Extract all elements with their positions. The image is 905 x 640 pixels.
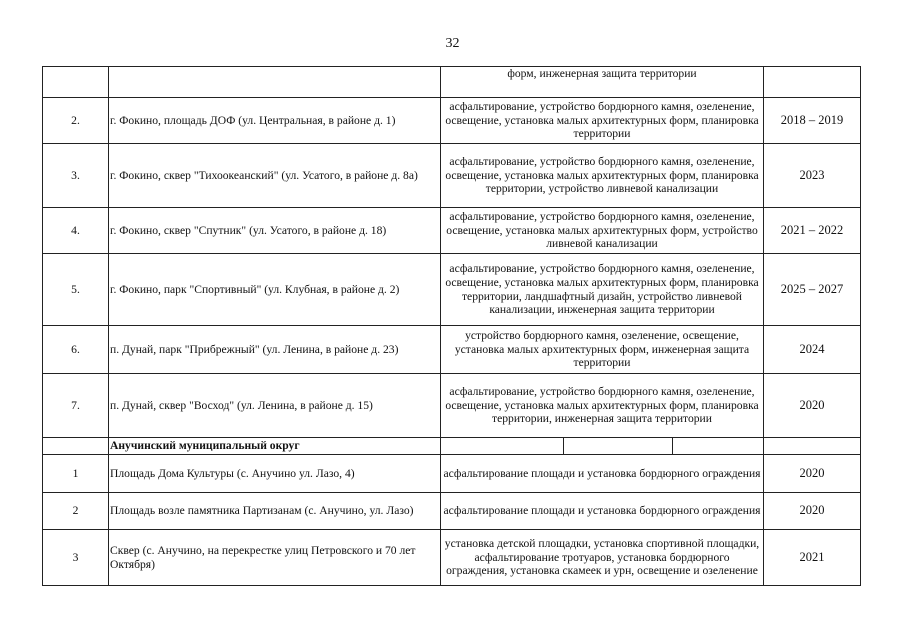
cell-years: 2021 – 2022 [764,208,861,254]
table-body [43,67,861,586]
cell-years [764,438,861,455]
table-row [43,208,861,254]
table-row [43,67,861,98]
cell-work: установка детской площадки, установка спортивной площадки, асфальтирование тротуаров, установка бордюрного ограждения, установка скамеек и урн, освещение и озеленение [441,530,764,586]
cell-work: форм, инженерная защита территории [441,67,764,98]
section-title: Анучинский муниципальный округ [109,438,441,455]
cell-number [43,438,109,455]
table-row [43,144,861,208]
cell-number: 3. [43,144,109,208]
cell-years [764,67,861,98]
cell-years: 2023 [764,144,861,208]
cell-number: 2. [43,98,109,144]
improvement-table [42,66,861,586]
cell-number: 6. [43,326,109,374]
cell-work: асфальтирование площади и установка бордюрного ограждения [441,455,764,493]
section-row [43,438,861,455]
cell-work: асфальтирование, устройство бордюрного камня, озеленение, освещение, установка малых архитектурных форм, планировка территории [441,98,764,144]
cell-years: 2018 – 2019 [764,98,861,144]
cell-number: 2 [43,493,109,530]
cell-number: 1 [43,455,109,493]
cell-work: асфальтирование площади и установка бордюрного ограждения [441,493,764,530]
cell-place: п. Дунай, парк "Прибрежный" (ул. Ленина, в районе д. 23) [109,326,441,374]
cell-years: 2025 – 2027 [764,254,861,326]
cell-place [109,67,441,98]
cell-number: 5. [43,254,109,326]
cell-work [441,438,764,455]
cell-number: 7. [43,374,109,438]
table-row [43,374,861,438]
cell-work: устройство бордюрного камня, озеленение, освещение, установка малых архитектурных форм, инженерная защита территории [441,326,764,374]
cell-place: Сквер (с. Анучино, на перекрестке улиц Петровского и 70 лет Октября) [109,530,441,586]
table-row [43,98,861,144]
cell-place: Площадь возле памятника Партизанам (с. Анучино, ул. Лазо) [109,493,441,530]
table-row [43,530,861,586]
cell-place: г. Фокино, сквер "Спутник" (ул. Усатого, в районе д. 18) [109,208,441,254]
cell-years: 2020 [764,455,861,493]
cell-place: г. Фокино, площадь ДОФ (ул. Центральная, в районе д. 1) [109,98,441,144]
cell-years: 2020 [764,374,861,438]
cell-work: асфальтирование, устройство бордюрного камня, озеленение, освещение, установка малых архитектурных форм, планировка территории, ландшафтный дизайн, устройство ливневой канализации, инженерная защита территории [441,254,764,326]
cell-place: г. Фокино, парк "Спортивный" (ул. Клубная, в районе д. 2) [109,254,441,326]
table-row [43,326,861,374]
table-row [43,455,861,493]
cell-work: асфальтирование, устройство бордюрного камня, озеленение, освещение, установка малых архитектурных форм, планировка территории, устройство ливневой канализации [441,144,764,208]
cell-years: 2021 [764,530,861,586]
cell-place: г. Фокино, сквер "Тихоокеанский" (ул. Усатого, в районе д. 8а) [109,144,441,208]
page-number: 32 [445,36,460,51]
cell-number: 4. [43,208,109,254]
cell-number [43,67,109,98]
table-row [43,254,861,326]
cell-work: асфальтирование, устройство бордюрного камня, озеленение, освещение, установка малых архитектурных форм, устройство ливневой канализации [441,208,764,254]
cell-place: п. Дунай, сквер "Восход" (ул. Ленина, в районе д. 15) [109,374,441,438]
cell-place: Площадь Дома Культуры (с. Анучино ул. Лазо, 4) [109,455,441,493]
cell-years: 2020 [764,493,861,530]
cell-years: 2024 [764,326,861,374]
table-row [43,493,861,530]
cell-work: асфальтирование, устройство бордюрного камня, озеленение, освещение, установка малых архитектурных форм, планировка территории, инженерная защита территории [441,374,764,438]
cell-number: 3 [43,530,109,586]
